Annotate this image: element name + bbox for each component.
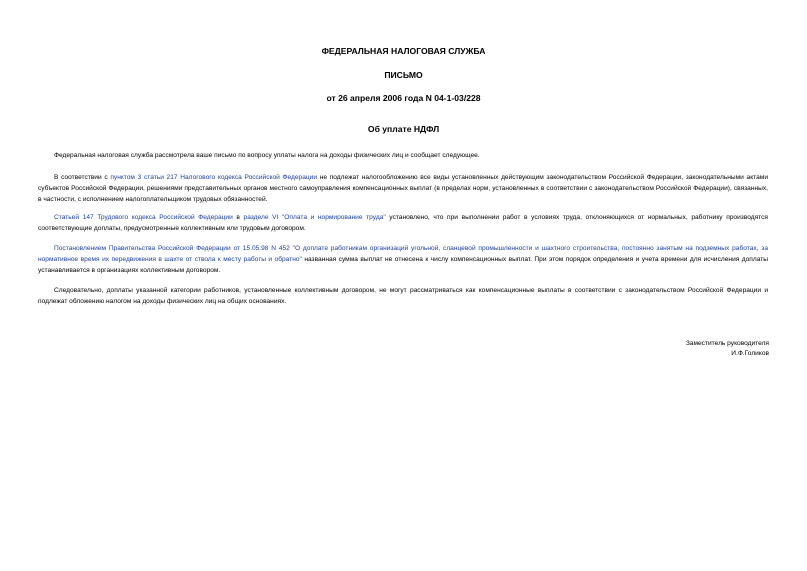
paragraph-2-text: не подлежат налогообложению все виды установленных действующим законодательством Российской Федерации, законодательными актами субъектов Российской Федерации, решениями представительных органов местного самоуправления компенсационных выплат (в пределах норм, установленных в соответствии с законодательством Российской Федерации), связанных, в частности, с исполнением налогоплательщиком трудовых обязанностей. [38, 174, 768, 203]
paragraph-3 [38, 212, 768, 234]
signatory-position: Заместитель руководителя [685, 340, 769, 347]
labor-code-section-6-link[interactable]: разделе VI "Оплата и нормирование труда" [243, 214, 386, 221]
paragraph-2 [38, 172, 768, 205]
tax-code-article-217-link[interactable]: пунктом 3 статьи 217 Налогового кодекса Российской Федерации [110, 174, 318, 181]
paragraph-4-text: названная сумма выплат не отнесена к числу компенсационных выплат. При этом порядок определения и учета времени для исчисления доплаты устанавливается в организациях коллективным договором. [38, 256, 768, 274]
paragraph-1: Федеральная налоговая служба рассмотрела ваше письмо по вопросу уплаты налога на доходы физических лиц и сообщает следующее. [54, 152, 480, 159]
agency-title: ФЕДЕРАЛЬНАЯ НАЛОГОВАЯ СЛУЖБА [321, 46, 486, 56]
government-decree-452-link[interactable]: Постановлением Правительства Российской Федерации от 15.05.98 N 452 "О доплате работникам организаций угольной, сланцевой промышленности и шахтного строительства, постоянно занятым на подземных работах, за нормативное время их передвижения в шахте от ствола к месту работы и обратно" [38, 245, 768, 263]
labor-code-article-147-link[interactable]: Статьей 147 Трудового кодекса Российской Федерации [54, 214, 233, 221]
signatory-name: И.Ф.Голиков [731, 350, 769, 357]
paragraph-3-text: установлено, что при выполнении работ в условиях труда, отклоняющихся от нормальных, работнику производятся соответствующие доплаты, предусмотренные коллективным или трудовым договором. [38, 214, 768, 232]
paragraph-4 [38, 243, 768, 276]
paragraph-5: Следовательно, доплаты указанной категории работников, установленные коллективным договором, не могут рассматриваться как компенсационные выплаты в соответствии с законодательством Российской Федерации и подлежат обложению налогом на доходы физических лиц на общих основаниях. [38, 287, 768, 305]
document-date-number: от 26 апреля 2006 года N 04-1-03/228 [326, 93, 481, 103]
document-type: ПИСЬМО [384, 70, 423, 80]
paragraph-3-connector: в [232, 214, 244, 221]
document-subject: Об уплате НДФЛ [367, 124, 440, 134]
paragraph-2-lead: В соответствии с [54, 174, 111, 181]
